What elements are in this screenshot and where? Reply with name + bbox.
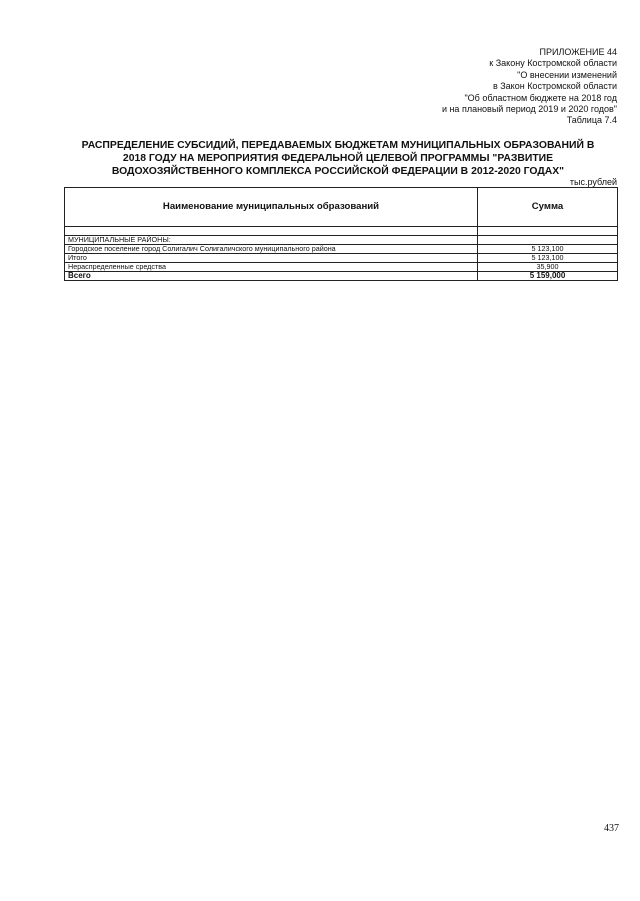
- row-sum: 5 123,100: [478, 254, 618, 263]
- title-line-2: 2018 ГОДУ НА МЕРОПРИЯТИЯ ФЕДЕРАЛЬНОЙ ЦЕЛЕВОЙ ПРОГРАММЫ "РАЗВИТИЕ: [122, 153, 554, 164]
- column-header-sum: Сумма: [478, 188, 618, 227]
- spacer-cell: [478, 227, 618, 236]
- column-header-name: Наименование муниципальных образований: [65, 188, 478, 227]
- row-name: Нераспределенные средства: [65, 263, 478, 272]
- table-number: Таблица 7.4: [566, 115, 617, 126]
- total-name: Всего: [65, 272, 478, 281]
- attachment-header: [442, 47, 617, 127]
- row-name: МУНИЦИПАЛЬНЫЕ РАЙОНЫ:: [65, 236, 478, 245]
- row-sum: 5 123,100: [478, 245, 618, 254]
- unit-label: тыс.рублей: [569, 177, 617, 187]
- subsidy-table: [64, 187, 618, 281]
- table-total-row: [65, 272, 618, 281]
- total-sum: 5 159,000: [478, 272, 618, 281]
- row-name: Городское поселение город Солигалич Солигаличского муниципального района: [65, 245, 478, 254]
- title-line-3: ВОДОХОЗЯЙСТВЕННОГО КОМПЛЕКСА РОССИЙСКОЙ ФЕДЕРАЦИИ В 2012-2020 ГОДАХ": [111, 166, 565, 177]
- row-name: Итого: [65, 254, 478, 263]
- attachment-amendment-line: "О внесении изменений: [517, 69, 617, 80]
- attachment-budget-line: "Об областном бюджете на 2018 год: [464, 92, 617, 103]
- attachment-period-line: и на плановый период 2019 и 2020 годов": [441, 104, 617, 115]
- table-header-row: [65, 188, 618, 227]
- page-number: 437: [604, 823, 619, 834]
- attachment-law-line: к Закону Костромской области: [489, 58, 617, 69]
- title-line-1: РАСПРЕДЕЛЕНИЕ СУБСИДИЙ, ПЕРЕДАВАЕМЫХ БЮДЖЕТАМ МУНИЦИПАЛЬНЫХ ОБРАЗОВАНИЙ В: [81, 140, 595, 151]
- document-title: [60, 139, 616, 178]
- row-sum: 35,900: [478, 263, 618, 272]
- attachment-law-line-2: в Закон Костромской области: [492, 81, 617, 92]
- attachment-number: ПРИЛОЖЕНИЕ 44: [539, 47, 617, 57]
